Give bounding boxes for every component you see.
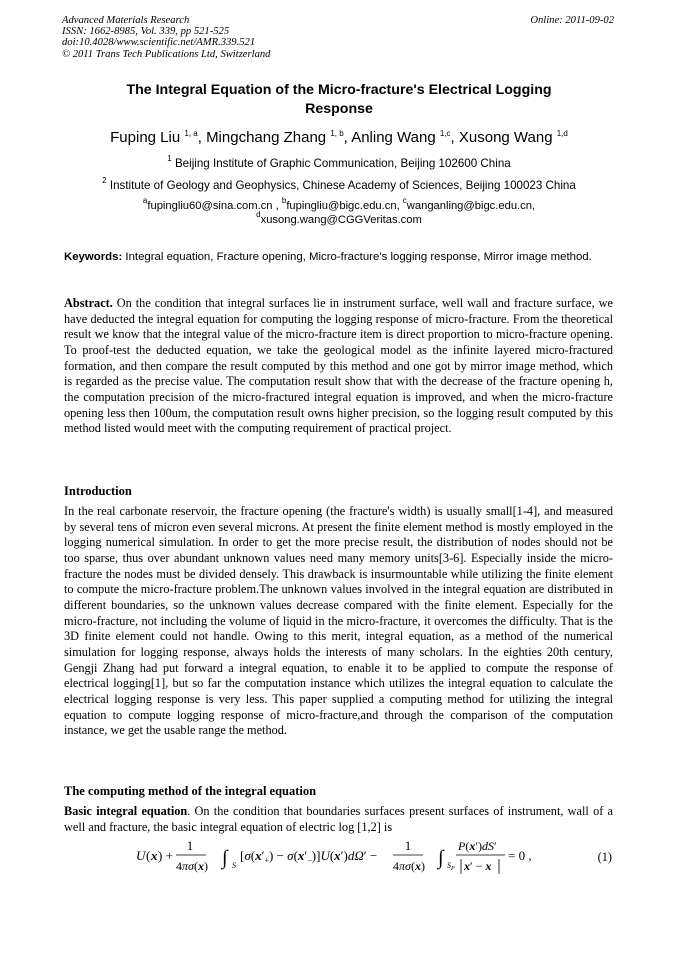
email-list [60,196,618,227]
svg-text:S: S [232,861,236,870]
email-marker: d [256,209,261,219]
svg-text:U: U [136,848,146,863]
basic-equation-text: . On the condition that boundaries surfaces present surfaces of instrument, wall of a well and fracture, the basic integral equation of electric log [1,2] is [64,804,613,834]
affiliation-marker: 2 [102,176,107,185]
affiliation-marker: 1 [167,154,172,163]
email-marker: a [142,196,148,205]
author-name: Mingchang Zhang [206,129,327,146]
author-affiliation-marker: 1, a [184,129,198,138]
email-marker: c [402,196,407,205]
equation-number: (1) [597,850,612,864]
basic-equation-paragraph [64,804,613,835]
svg-text:4πσ(x): 4πσ(x) [176,859,208,873]
author-list: Fuping Liu $^{1, a}$, Mingchang Zhang $^{1, b}$, Anling Wang $^{1,c}$, Xusong Wang $^{1,d}$ [110,129,568,146]
affiliation-text: Institute of Geology and Geophysics, Chinese Academy of Sciences, Beijing 100023 China [109,179,576,192]
paper-title [70,81,608,119]
affiliation-2 [30,176,648,193]
author-name: Anling Wang [351,129,436,146]
author-affiliation-marker: 1, b [330,129,344,138]
journal-header [62,15,270,60]
svg-text:∫: ∫ [438,847,444,869]
abstract-label: Abstract. [64,296,113,310]
journal-copyright: © 2011 Trans Tech Publications Ltd, Switzerland [62,48,271,60]
keywords-label: Keywords: [64,251,123,263]
svg-text:1: 1 [186,838,194,853]
email-marker: b [281,196,287,205]
email-address[interactable]: fupingliu60@sina.com.cn , [147,200,279,212]
affiliation-text: Beijing Institute of Graphic Communication, Beijing 102600 China [174,157,511,170]
basic-equation-label: Basic integral equation [64,804,188,818]
svg-text:P(x′)dS′: P(x′)dS′ [458,839,497,853]
integral-equation [0,838,678,878]
svg-text:[σ(x′+) − σ(x′−)]U(x′)dΩ′ −: $[\sigma(x'_+) - \sigma(x'_-)]U(x')d\Omega'$ − [240,848,378,865]
affiliation-1 [30,154,648,171]
email-address[interactable]: xusong.wang@CGGVeritas.com [260,213,422,226]
svg-text:= 0 ,: = 0 , [508,848,532,863]
svg-text:x′ − x: x′ − x [464,859,492,873]
abstract-text: On the condition that integral surfaces lie in instrument surface, well wall and fracture surface, we have deducted the integral equation for computing the logging response of micro-fracture. From the theoretical result we know that the integral value of the micro-fracture item is direct proportion to micro-fracture opening. To proof-test the deducted equation, we take the geological model as the infinite layered micro-fractured formation, and then compare the result computed by this method and one got by mirror image method, which is regarded as the precise value. The computation result show that with the decrease of the fracture opening h, the computation precision of the micro-fractured integral equation is improved, and when the micro-fracture opening less then 100um, the computation result owns higher precision, so the logging result computed by this method listed would meet with the computing requirement of practical project. [64,296,613,436]
journal-name: Advanced Materials Research [62,15,190,26]
journal-issn: ISSN: 1662-8985, Vol. 339, pp 521-525 [62,26,230,38]
journal-doi: doi:10.4028/www.scientific.net/AMR.339.521 [62,37,256,49]
keywords-text: Integral equation, Fracture opening, Micro-fracture’s logging response, Mirror image method. [125,251,592,263]
svg-text:SP: $S_P$ [447,861,455,872]
title-line-1: The Integral Equation of the Micro-fracture's Electrical Logging [126,82,552,98]
method-heading: The computing method of the integral equation [64,784,317,798]
introduction-heading: Introduction [64,484,132,498]
title-line-2: Response [305,101,373,117]
keywords [64,250,613,265]
svg-text:x: x [151,848,158,863]
introduction-text: In the real carbonate reservoir, the fracture opening (the fracture's width) is usually small[1-4], and measured by several tens of micron even several microns. At present the finite element method is mostly employed in the logging numerical simulation. In order to get the more precise result, the distribution of nodes should not be too sparse, thus over abundant unknown values need many memory units[3-6]. Especially inside the micro-fracture the nodes must be divided densely. This drawback is insurmountable while utilizing the finite element to compute the micro-fracture problem.The unknown values involved in the integral equation are distributed in different boundaries, so the unknown values decrease compared with the finite element. Especially for the micro-fracture, not including the volume of liquid in the micro-fracture, it overcomes the difficulty. That is the 3D finite element could not handle. Owing to this merit, integral equation, as a method of the numerical simulation for logging response, always holds the interests of many scholars. In the eighties 20th century, Gengji Zhang had put forward a integral equation, to enable it to be applied to compute the response of electrical logging[1], but so far the computation instance which utilizes the integral equation to calculate the electrical logging response is very less. This paper supplied a computing method for utilizing the integral equation to compute logging response of micro-fracture,and through the comparison of the computation instance, we get the usable range the method. [64,504,613,738]
author-affiliation-marker: 1,c [439,129,451,138]
email-address[interactable]: fupingliu@bigc.edu.cn, [286,200,400,212]
svg-text:1: 1 [404,838,412,853]
online-date: Online: 2011-09-02 [530,15,614,26]
svg-text:∫: ∫ [222,847,228,869]
author-name: Xusong Wang [458,129,553,146]
svg-text:4πσ(x): 4πσ(x) [393,859,425,873]
abstract [64,296,613,437]
email-address[interactable]: wanganling@bigc.edu.cn, [406,200,536,212]
svg-text:) +: ) + [158,848,173,863]
author-name: Fuping Liu [110,129,181,146]
author-affiliation-marker: 1,d [556,129,568,138]
svg-text:(: ( [146,848,151,863]
